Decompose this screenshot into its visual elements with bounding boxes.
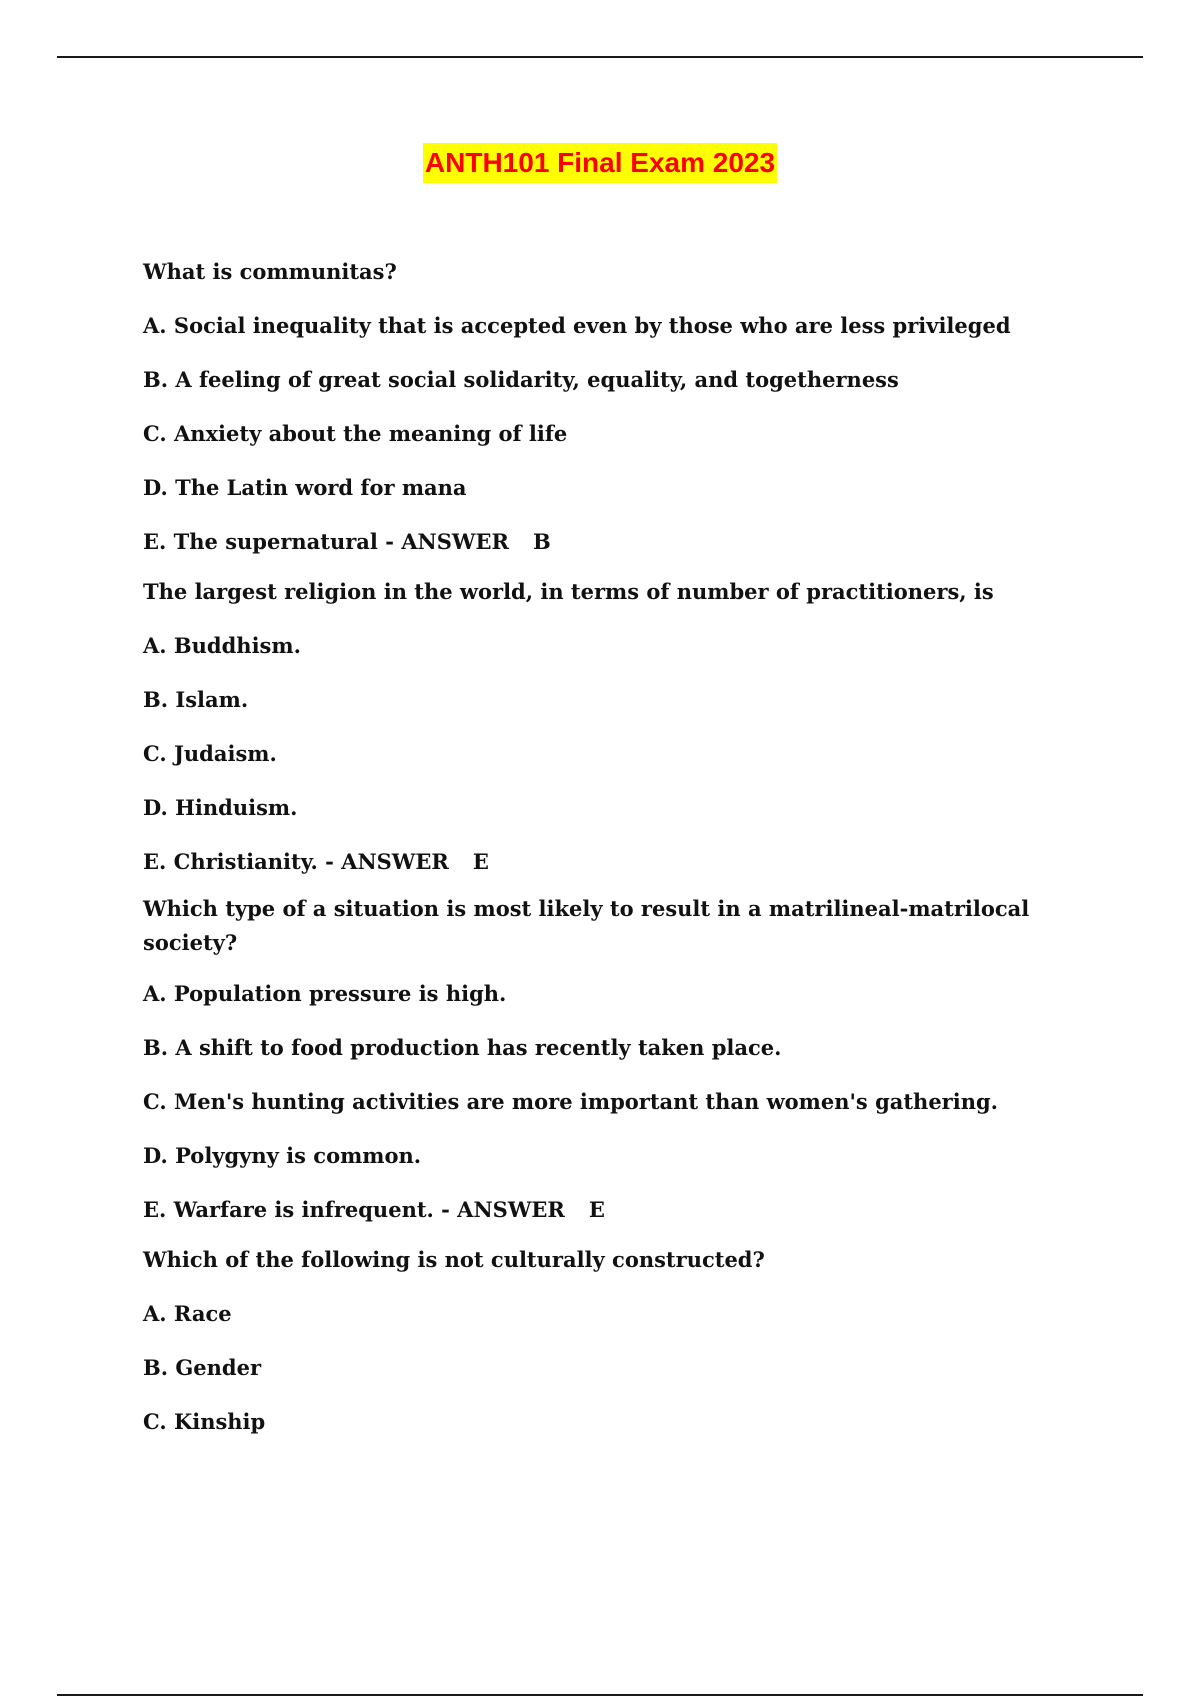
answer-value: E: [472, 849, 489, 874]
option-a: A. Social inequality that is accepted even by those who are less privileged: [143, 313, 1011, 338]
answer-label: - ANSWER: [325, 849, 449, 874]
bottom-rule: [57, 1694, 1143, 1696]
option-e-with-answer: [143, 528, 1043, 556]
top-rule: [57, 56, 1143, 58]
option-e: E. Christianity.: [143, 849, 318, 874]
option-c: C. Anxiety about the meaning of life: [143, 421, 568, 446]
option-a: A. Population pressure is high.: [143, 981, 507, 1006]
option-d: D. The Latin word for mana: [143, 475, 467, 500]
option-c: C. Kinship: [143, 1409, 266, 1434]
question-text: Which type of a situation is most likely to result in a matrilineal-matrilocal society?: [143, 896, 1030, 955]
option-d: D. Polygyny is common.: [143, 1143, 422, 1168]
option-e: E. Warfare is infrequent.: [143, 1197, 434, 1222]
answer-label: - ANSWER: [385, 529, 509, 554]
option-c: C. Men's hunting activities are more important than women's gathering.: [143, 1089, 998, 1114]
option-a: A. Race: [143, 1301, 232, 1326]
option-d: D. Hinduism.: [143, 795, 298, 820]
option-e-with-answer: [143, 1196, 1043, 1224]
option-c: C. Judaism.: [143, 741, 277, 766]
title-wrap: [0, 143, 1200, 183]
option-a: A. Buddhism.: [143, 633, 301, 658]
option-e-with-answer: [143, 848, 1043, 876]
option-b: B. A feeling of great social solidarity, equality, and togetherness: [143, 367, 899, 392]
answer-value: E: [588, 1197, 605, 1222]
question-text: The largest religion in the world, in terms of number of practitioners, is: [143, 579, 994, 604]
document-title: ANTH101 Final Exam 2023: [423, 143, 777, 183]
option-b: B. Islam.: [143, 687, 249, 712]
answer-label: - ANSWER: [441, 1197, 565, 1222]
option-e: E. The supernatural: [143, 529, 378, 554]
question-text: What is communitas?: [143, 259, 397, 284]
option-b: B. Gender: [143, 1355, 262, 1380]
exam-content: [143, 258, 1043, 1462]
question-text: Which of the following is not culturally constructed?: [143, 1247, 765, 1272]
answer-value: B: [532, 529, 551, 554]
option-b: B. A shift to food production has recently taken place.: [143, 1035, 782, 1060]
